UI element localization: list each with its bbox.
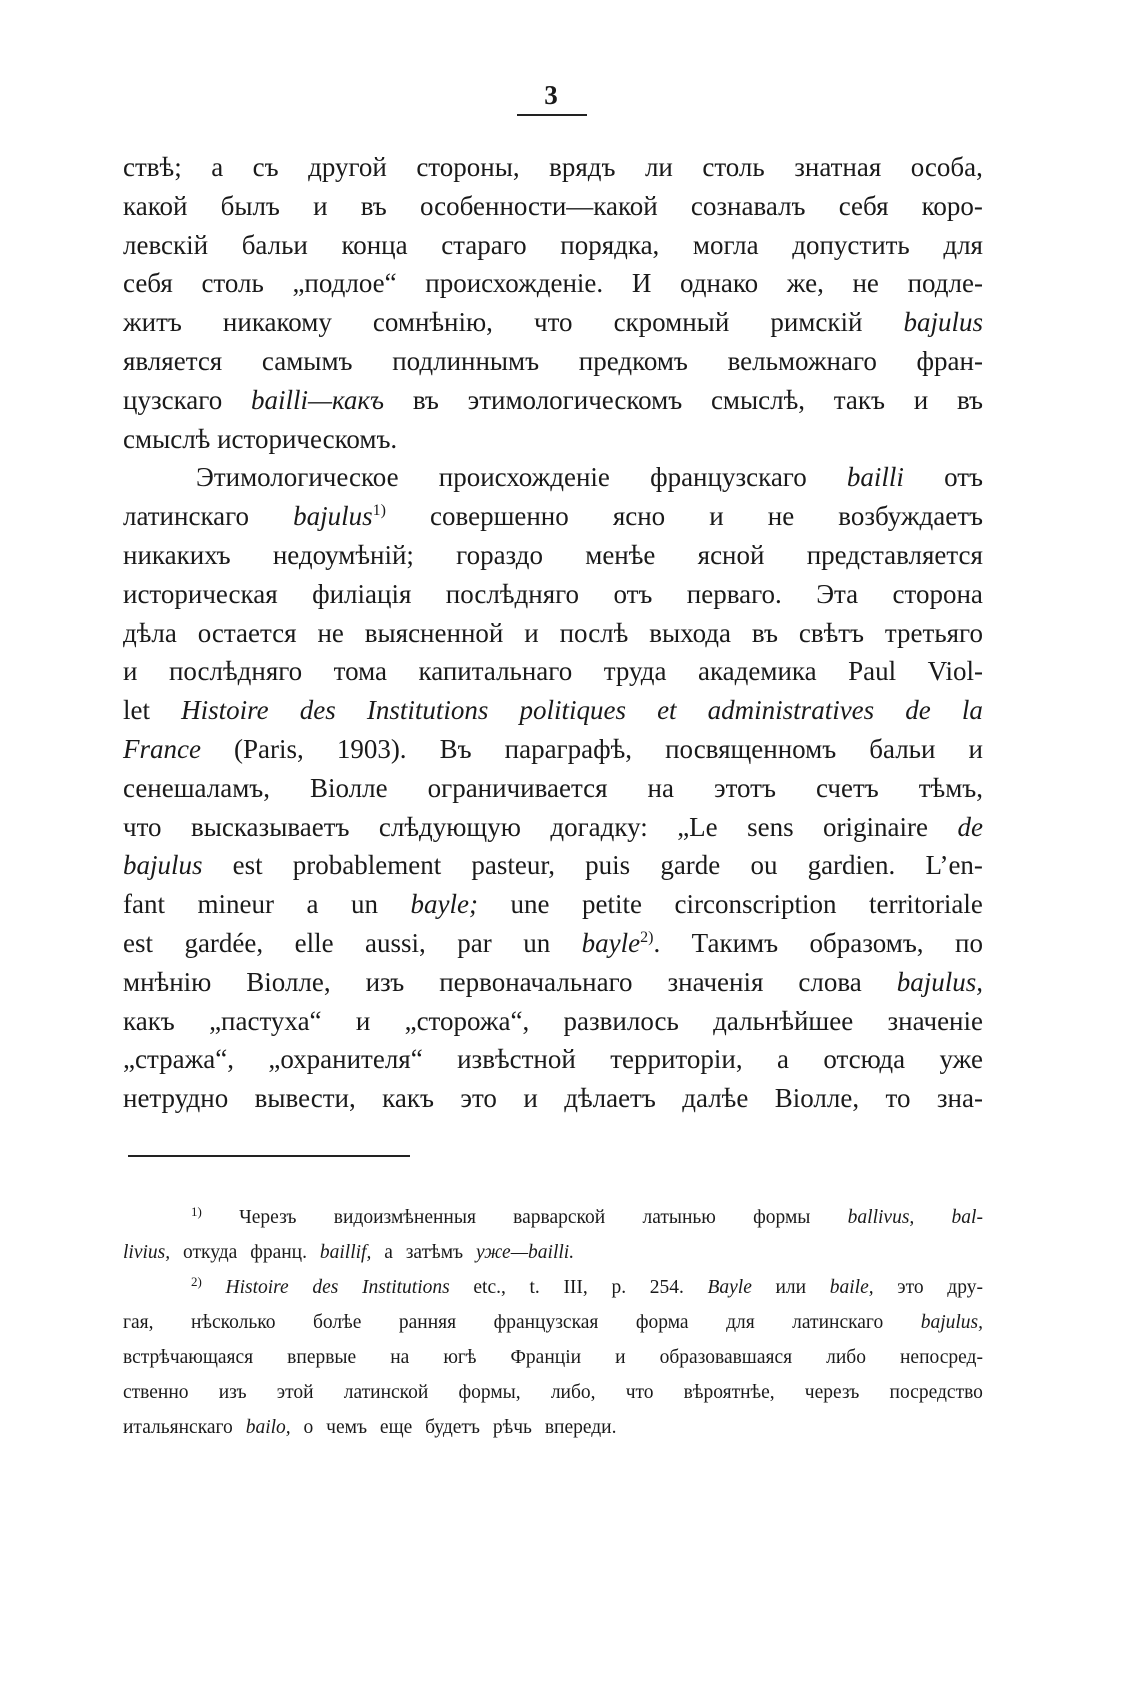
word: elle bbox=[294, 927, 334, 958]
word: petite bbox=[582, 889, 642, 920]
word: перваго. bbox=[686, 578, 782, 609]
fn-line bbox=[123, 1375, 983, 1410]
word: III, bbox=[563, 1277, 588, 1298]
word: bailli—какъ bbox=[250, 384, 385, 415]
body-line bbox=[123, 458, 983, 497]
word: не bbox=[852, 268, 879, 299]
word: академика bbox=[697, 656, 817, 687]
word: образовавшаяся bbox=[659, 1347, 793, 1368]
word: probablement bbox=[292, 850, 442, 881]
word: особенности—какой bbox=[419, 190, 658, 221]
body-line bbox=[123, 885, 983, 924]
word: Histoire bbox=[181, 695, 269, 726]
word: на bbox=[390, 1347, 410, 1368]
word: territoriale bbox=[868, 889, 983, 920]
word: въ bbox=[360, 190, 387, 221]
word: бальи bbox=[241, 229, 308, 260]
word: bayle; bbox=[410, 889, 478, 920]
word: же, bbox=[786, 268, 824, 299]
word: итальянскаго bbox=[123, 1417, 233, 1438]
body-line bbox=[123, 303, 983, 342]
word: „пастуха“ bbox=[209, 1005, 322, 1036]
word: форма bbox=[635, 1312, 689, 1333]
word: для bbox=[726, 1312, 755, 1333]
word: a bbox=[306, 889, 319, 920]
word: тѣмъ, bbox=[918, 772, 983, 803]
word: Paul bbox=[848, 656, 897, 687]
word: la bbox=[961, 695, 983, 726]
word: и bbox=[523, 1083, 538, 1114]
word: впереди. bbox=[544, 1417, 617, 1438]
body-line bbox=[123, 1040, 983, 1079]
word: и bbox=[615, 1347, 626, 1368]
body-line bbox=[123, 536, 983, 575]
word: себя bbox=[123, 268, 173, 299]
word: ли bbox=[644, 152, 673, 182]
word: est bbox=[232, 850, 263, 881]
word: une bbox=[510, 889, 550, 920]
fn-line bbox=[123, 1200, 983, 1235]
word: предкомъ bbox=[578, 345, 688, 376]
fn-line bbox=[123, 1270, 983, 1305]
word: сенешаламъ, bbox=[123, 772, 270, 803]
word: врядъ bbox=[549, 152, 616, 182]
word: Віолле bbox=[310, 772, 388, 803]
word: никакому bbox=[222, 307, 332, 338]
word: baillif, bbox=[319, 1242, 372, 1263]
word: отъ bbox=[944, 462, 983, 493]
word: гая, bbox=[123, 1312, 154, 1333]
word: Этимологическое bbox=[196, 462, 399, 493]
word: (Paris, bbox=[234, 733, 304, 764]
word: другой bbox=[308, 152, 387, 182]
word: на bbox=[647, 772, 674, 803]
word: дру- bbox=[947, 1277, 983, 1298]
word: bajulus, bbox=[896, 966, 983, 997]
word: „Le bbox=[677, 811, 718, 842]
word: Въ bbox=[439, 733, 472, 764]
word: Viol- bbox=[927, 656, 983, 687]
word: смыслѣ bbox=[123, 423, 211, 454]
word: конца bbox=[341, 229, 408, 260]
fn-line bbox=[123, 1340, 983, 1375]
word: знатная bbox=[794, 152, 882, 182]
word: этимологическомъ bbox=[467, 384, 683, 415]
word: ou bbox=[750, 850, 778, 881]
footnotes bbox=[123, 1200, 983, 1445]
footnote-rule bbox=[128, 1155, 410, 1157]
word: свѣтъ bbox=[798, 617, 865, 648]
word: L’en- bbox=[925, 850, 983, 881]
page-number: 3 bbox=[544, 80, 558, 110]
word: гораздо bbox=[456, 539, 543, 570]
word: себя bbox=[838, 190, 889, 221]
word: „охранителя“ bbox=[268, 1044, 423, 1075]
word: франц. bbox=[250, 1242, 307, 1263]
body-line bbox=[123, 420, 983, 459]
word: подле- bbox=[907, 268, 983, 299]
word: порядка, bbox=[560, 229, 660, 260]
word: bailo, bbox=[245, 1417, 291, 1438]
word: стараго bbox=[441, 229, 527, 260]
word: по bbox=[955, 927, 983, 958]
word: de bbox=[905, 695, 931, 726]
body-line bbox=[123, 226, 983, 265]
fn-line bbox=[123, 1235, 983, 1270]
word: значенія bbox=[667, 966, 764, 997]
word: изъ bbox=[218, 1382, 247, 1403]
body-line bbox=[123, 264, 983, 303]
word: выясненной bbox=[364, 617, 504, 648]
word: еще bbox=[379, 1417, 413, 1438]
word: латинскаго bbox=[123, 501, 250, 532]
word: или bbox=[775, 1277, 807, 1298]
word: fant bbox=[123, 889, 165, 920]
word: однако bbox=[679, 268, 759, 299]
word: впервые bbox=[287, 1347, 357, 1368]
word: стороны, bbox=[416, 152, 520, 182]
word: и bbox=[313, 190, 328, 221]
body-line bbox=[123, 691, 983, 730]
word: далѣе bbox=[682, 1083, 749, 1114]
word: первоначальнаго bbox=[439, 966, 633, 997]
word: Франціи bbox=[510, 1347, 582, 1368]
word: этой bbox=[276, 1382, 314, 1403]
body-line bbox=[123, 1002, 983, 1041]
word: ограничивается bbox=[427, 772, 608, 803]
word: черезъ bbox=[804, 1382, 860, 1403]
word: развилось bbox=[563, 1005, 679, 1036]
word: что bbox=[123, 811, 162, 842]
word: слова bbox=[798, 966, 862, 997]
word: 1903). bbox=[336, 733, 407, 764]
body-line bbox=[123, 730, 983, 769]
word: слѣдующую bbox=[378, 811, 521, 842]
word: французская bbox=[493, 1312, 599, 1333]
word: И bbox=[631, 268, 652, 299]
word: не bbox=[767, 501, 795, 532]
word: посвященномъ bbox=[665, 733, 837, 764]
word: какъ bbox=[123, 1005, 175, 1036]
word: то bbox=[885, 1083, 911, 1114]
word: затѣмъ bbox=[405, 1242, 464, 1263]
word: Эта bbox=[816, 578, 859, 609]
word: Institutions bbox=[366, 695, 489, 726]
word: а bbox=[776, 1044, 789, 1075]
word: какъ bbox=[382, 1083, 434, 1114]
word: могла bbox=[692, 229, 759, 260]
word: bajulus$^{1)}$ bbox=[293, 501, 386, 532]
word: est bbox=[123, 927, 153, 958]
word: происхожденіе. bbox=[425, 268, 604, 299]
body-line bbox=[123, 1079, 983, 1118]
word: послѣ bbox=[559, 617, 629, 648]
word: съ bbox=[252, 152, 279, 182]
body-line bbox=[123, 769, 983, 808]
word: либо, bbox=[550, 1382, 596, 1403]
word: третьяго bbox=[884, 617, 983, 648]
word: возбуждаетъ bbox=[838, 501, 983, 532]
word: допустить bbox=[792, 229, 910, 260]
word: Histoire bbox=[225, 1277, 289, 1298]
word: и bbox=[123, 656, 138, 687]
word: ствѣ; bbox=[123, 152, 182, 182]
word: труда bbox=[603, 656, 667, 687]
word: историческая bbox=[123, 578, 278, 609]
word: латинской bbox=[343, 1382, 429, 1403]
word: дальнѣйшее bbox=[713, 1005, 854, 1036]
word: ранняя bbox=[398, 1312, 457, 1333]
word: bailli bbox=[846, 462, 904, 493]
word: выхода bbox=[649, 617, 732, 648]
word: столь bbox=[201, 268, 264, 299]
body-text bbox=[123, 148, 983, 1118]
word: смыслѣ, bbox=[710, 384, 806, 415]
word: югѣ bbox=[443, 1347, 477, 1368]
word: непосред- bbox=[899, 1347, 983, 1368]
word: сознавалъ bbox=[690, 190, 806, 221]
word: 254. bbox=[649, 1277, 684, 1298]
word: фран- bbox=[916, 345, 983, 376]
word: bal- bbox=[951, 1207, 983, 1228]
word: что bbox=[533, 307, 573, 338]
word: и bbox=[709, 501, 724, 532]
word: варварской bbox=[513, 1207, 606, 1228]
word: вывести, bbox=[254, 1083, 356, 1114]
word: дѣлаетъ bbox=[564, 1083, 656, 1114]
word: bayle$^{2)}$. bbox=[581, 927, 661, 958]
word: livius, bbox=[123, 1242, 171, 1263]
word: un bbox=[523, 927, 551, 958]
body-line bbox=[123, 924, 983, 963]
word: par bbox=[457, 927, 492, 958]
word: совершенно bbox=[430, 501, 569, 532]
word: историческомъ. bbox=[217, 423, 398, 454]
word: bajulus bbox=[903, 307, 983, 338]
word: значеніе bbox=[887, 1005, 983, 1036]
word: какой bbox=[123, 190, 188, 221]
word: нѣсколько bbox=[190, 1312, 276, 1333]
word: administratives bbox=[707, 695, 875, 726]
word: а bbox=[384, 1242, 393, 1263]
body-line bbox=[123, 381, 983, 420]
word: въ bbox=[412, 384, 439, 415]
word: французскаго bbox=[650, 462, 807, 493]
word: baile, bbox=[829, 1277, 874, 1298]
word: Institutions bbox=[361, 1277, 450, 1298]
word: происхожденіе bbox=[438, 462, 610, 493]
body-line bbox=[123, 846, 983, 885]
word: сторона bbox=[892, 578, 983, 609]
body-line bbox=[123, 148, 983, 187]
word: догадку: bbox=[550, 811, 648, 842]
word: Віолле, bbox=[246, 966, 331, 997]
word: Такимъ bbox=[691, 927, 779, 958]
word: цузскаго bbox=[123, 384, 223, 415]
word: счетъ bbox=[815, 772, 879, 803]
word: капитальнаго bbox=[418, 656, 573, 687]
word: sens bbox=[747, 811, 794, 842]
word: въ bbox=[956, 384, 983, 415]
word: остается bbox=[197, 617, 297, 648]
word: послѣдняго bbox=[168, 656, 303, 687]
word: формы bbox=[753, 1207, 811, 1228]
word: менѣе bbox=[585, 539, 656, 570]
word: et bbox=[657, 695, 677, 726]
word: представляется bbox=[806, 539, 983, 570]
word: самымъ bbox=[261, 345, 353, 376]
word: ballivus, bbox=[847, 1207, 915, 1228]
word: посредство bbox=[889, 1382, 983, 1403]
word: уже—bailli. bbox=[476, 1242, 575, 1263]
word: 1) bbox=[191, 1204, 202, 1219]
word: вельможнаго bbox=[727, 345, 877, 376]
word: и bbox=[913, 384, 929, 415]
word: gardée, bbox=[184, 927, 264, 958]
word: никакихъ bbox=[123, 539, 231, 570]
word: дѣла bbox=[123, 617, 177, 648]
word: коро- bbox=[921, 190, 983, 221]
word: Черезъ bbox=[239, 1207, 297, 1228]
word: это bbox=[897, 1277, 924, 1298]
word: параграфѣ, bbox=[504, 733, 633, 764]
word: бальи bbox=[869, 733, 936, 764]
body-line bbox=[123, 808, 983, 847]
word: изъ bbox=[365, 966, 405, 997]
body-line bbox=[123, 342, 983, 381]
word: Віолле, bbox=[774, 1083, 860, 1114]
word: римскій bbox=[770, 307, 863, 338]
word: образомъ, bbox=[809, 927, 924, 958]
word: это bbox=[460, 1083, 497, 1114]
word: etc., bbox=[473, 1277, 506, 1298]
word: формы, bbox=[458, 1382, 521, 1403]
page-number-rule bbox=[517, 114, 587, 116]
word: является bbox=[123, 345, 223, 376]
word: „подлое“ bbox=[292, 268, 397, 299]
word: нетрудно bbox=[123, 1083, 229, 1114]
word: о bbox=[303, 1417, 314, 1438]
word: aussi, bbox=[365, 927, 426, 958]
word: высказываетъ bbox=[190, 811, 350, 842]
word: bajulus bbox=[123, 850, 203, 881]
body-line bbox=[123, 963, 983, 1002]
word: не bbox=[317, 617, 344, 648]
word: житъ bbox=[123, 307, 182, 338]
word: территоріи, bbox=[610, 1044, 743, 1075]
word: ственно bbox=[123, 1382, 189, 1403]
word: „стража“, bbox=[123, 1044, 234, 1075]
word: либо bbox=[826, 1347, 866, 1368]
body-line bbox=[123, 614, 983, 653]
word: и bbox=[968, 733, 983, 764]
word: и bbox=[524, 617, 539, 648]
word: сомнѣнію, bbox=[372, 307, 493, 338]
word: левскій bbox=[123, 229, 209, 260]
word: столь bbox=[702, 152, 765, 182]
word: bajulus, bbox=[920, 1312, 983, 1333]
word: этотъ bbox=[713, 772, 776, 803]
fn-line bbox=[123, 1410, 983, 1445]
word: послѣдняго bbox=[445, 578, 580, 609]
word: въ bbox=[751, 617, 778, 648]
word: p. bbox=[611, 1277, 627, 1298]
word: mineur bbox=[197, 889, 274, 920]
word: t. bbox=[529, 1277, 540, 1298]
word: чемъ bbox=[326, 1417, 368, 1438]
body-line bbox=[123, 575, 983, 614]
word: видоизмѣненныя bbox=[333, 1207, 476, 1228]
word: ясной bbox=[697, 539, 765, 570]
word: латинскаго bbox=[792, 1312, 884, 1333]
word: 2) bbox=[191, 1274, 202, 1289]
word: латынью bbox=[642, 1207, 716, 1228]
word: болѣе bbox=[312, 1312, 362, 1333]
word: зна- bbox=[936, 1083, 983, 1114]
word: такъ bbox=[833, 384, 885, 415]
word: рѣчь bbox=[492, 1417, 532, 1438]
word: puis bbox=[585, 850, 631, 881]
word: вѣроятнѣе, bbox=[683, 1382, 775, 1403]
word: pasteur, bbox=[471, 850, 556, 881]
word: gardien. bbox=[807, 850, 896, 881]
word: des bbox=[299, 695, 336, 726]
word: circonscription bbox=[674, 889, 837, 920]
word: откуда bbox=[183, 1242, 238, 1263]
word: мнѣнію bbox=[123, 966, 212, 997]
word: originaire bbox=[823, 811, 929, 842]
word: филіація bbox=[312, 578, 412, 609]
word: скромный bbox=[613, 307, 730, 338]
word: France bbox=[123, 733, 201, 764]
word: былъ bbox=[220, 190, 280, 221]
body-line bbox=[123, 652, 983, 691]
body-line bbox=[123, 497, 983, 536]
fn-line bbox=[123, 1305, 983, 1340]
word: недоумѣній; bbox=[272, 539, 414, 570]
word: „сторожа“, bbox=[404, 1005, 530, 1036]
word: уже bbox=[939, 1044, 983, 1075]
word: ясно bbox=[612, 501, 666, 532]
body-line bbox=[123, 187, 983, 226]
word: de bbox=[957, 811, 983, 842]
word: Bayle bbox=[707, 1277, 752, 1298]
word: и bbox=[355, 1005, 371, 1036]
word: подлиннымъ bbox=[392, 345, 540, 376]
word: des bbox=[312, 1277, 339, 1298]
word: отсюда bbox=[823, 1044, 906, 1075]
word: для bbox=[943, 229, 983, 260]
word: politiques bbox=[519, 695, 626, 726]
word: особа, bbox=[910, 152, 983, 182]
word: извѣстной bbox=[457, 1044, 576, 1075]
word: garde bbox=[660, 850, 721, 881]
word: тома bbox=[333, 656, 387, 687]
word: un bbox=[351, 889, 378, 920]
word: что bbox=[625, 1382, 654, 1403]
word: встрѣчающаяся bbox=[123, 1347, 254, 1368]
word: отъ bbox=[613, 578, 653, 609]
word: а bbox=[211, 152, 224, 182]
word: let bbox=[123, 695, 150, 726]
word: будетъ bbox=[425, 1417, 481, 1438]
